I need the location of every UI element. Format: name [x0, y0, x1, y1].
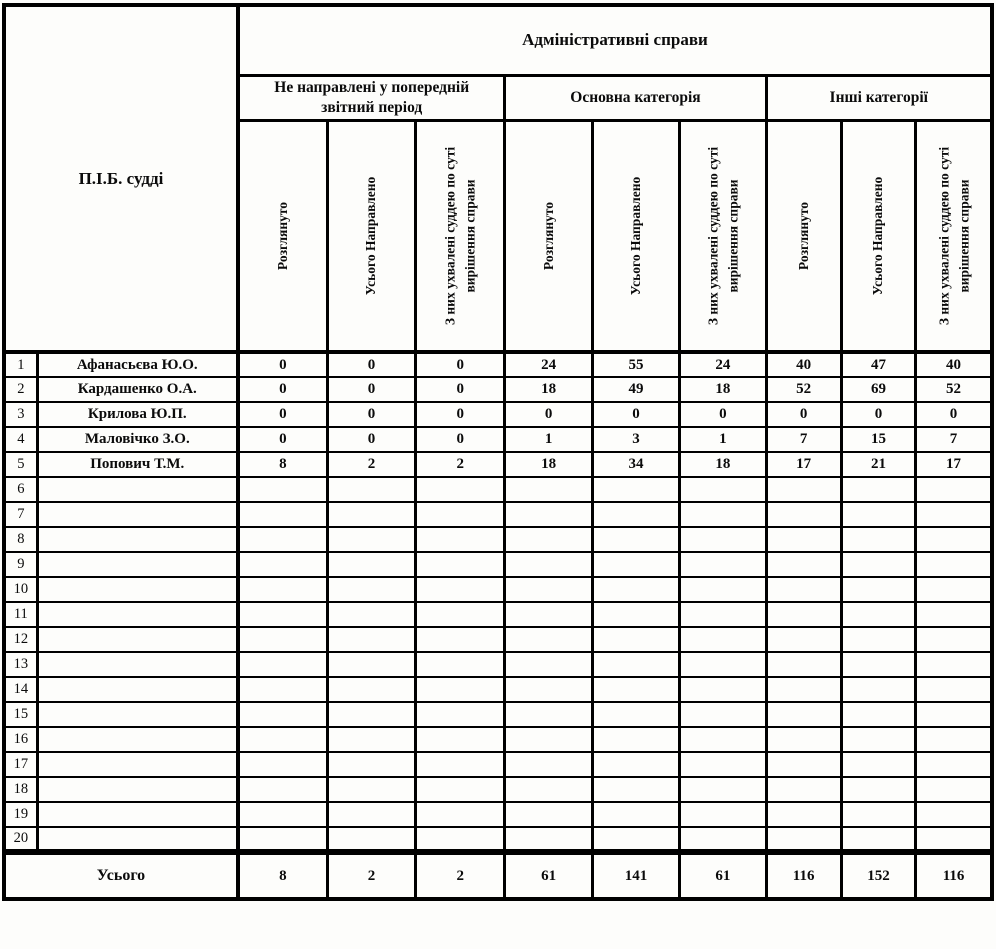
row-number: 18 — [4, 777, 37, 802]
table-cell: 0 — [505, 402, 592, 427]
row-number: 19 — [4, 802, 37, 827]
table-cell: 0 — [416, 352, 505, 377]
table-cell — [238, 627, 327, 652]
table-cell: 15 — [841, 427, 915, 452]
table-cell — [841, 652, 915, 677]
table-cell — [505, 627, 592, 652]
column-header-label: Розглянуто — [540, 201, 556, 270]
table-cell: 17 — [916, 452, 992, 477]
table-cell — [592, 827, 679, 852]
table-row — [4, 627, 992, 652]
table-cell: 18 — [505, 452, 592, 477]
table-cell — [680, 702, 766, 727]
table-cell: 47 — [841, 352, 915, 377]
column-header-rotated — [238, 120, 327, 352]
table-cell — [680, 527, 766, 552]
table-cell — [416, 777, 505, 802]
table-cell: 52 — [766, 377, 841, 402]
table-cell — [238, 702, 327, 727]
table-cell: 0 — [327, 377, 415, 402]
column-header-label: З них ухвалені суддею по суті вирішення справи — [442, 146, 478, 325]
table-cell — [327, 627, 415, 652]
table-cell: 18 — [505, 377, 592, 402]
table-cell — [592, 502, 679, 527]
table-cell — [680, 477, 766, 502]
table-cell — [680, 627, 766, 652]
judge-name — [37, 677, 238, 702]
column-header-label: Розглянуто — [275, 201, 291, 270]
table-cell: 17 — [766, 452, 841, 477]
table-cell: 7 — [916, 427, 992, 452]
table-cell — [841, 677, 915, 702]
table-cell — [416, 577, 505, 602]
table-title: Адміністративні справи — [238, 5, 992, 75]
row-number: 20 — [4, 827, 37, 852]
table-cell: 8 — [238, 452, 327, 477]
table-cell — [841, 477, 915, 502]
table-cell — [416, 677, 505, 702]
column-header-label: Розглянуто — [795, 201, 811, 270]
table-cell: 49 — [592, 377, 679, 402]
table-cell — [841, 552, 915, 577]
judge-name: Попович Т.М. — [37, 452, 238, 477]
table-cell: 40 — [916, 352, 992, 377]
column-header-rotated — [416, 120, 505, 352]
group-header-not-forwarded: Не направлені у попередній звітний період — [238, 75, 505, 120]
table-cell — [916, 827, 992, 852]
table-cell — [416, 477, 505, 502]
table-cell — [505, 702, 592, 727]
judge-name — [37, 627, 238, 652]
table-cell — [505, 577, 592, 602]
table-cell — [505, 652, 592, 677]
table-row — [4, 502, 992, 527]
table-cell — [916, 627, 992, 652]
table-row — [4, 652, 992, 677]
table-row — [4, 727, 992, 752]
table-cell: 0 — [766, 402, 841, 427]
table-cell: 0 — [592, 402, 679, 427]
table-cell: 0 — [416, 377, 505, 402]
table-cell: 1 — [505, 427, 592, 452]
table-cell: 7 — [766, 427, 841, 452]
table-cell — [680, 577, 766, 602]
judge-name: Крилова Ю.П. — [37, 402, 238, 427]
table-cell — [841, 502, 915, 527]
table-cell: 1 — [680, 427, 766, 452]
table-cell — [238, 577, 327, 602]
totals-row — [4, 852, 992, 899]
table-cell — [766, 677, 841, 702]
table-cell — [766, 552, 841, 577]
table-cell: 0 — [238, 377, 327, 402]
table-cell — [680, 602, 766, 627]
total-cell: 8 — [238, 852, 327, 899]
table-cell — [841, 827, 915, 852]
judge-name — [37, 727, 238, 752]
table-cell — [327, 577, 415, 602]
table-cell — [327, 777, 415, 802]
court-statistics-table — [2, 3, 994, 901]
table-cell — [505, 777, 592, 802]
table-cell — [841, 602, 915, 627]
group-header-main-category: Основна категорія — [505, 75, 766, 120]
table-cell — [505, 602, 592, 627]
total-cell: 116 — [766, 852, 841, 899]
row-number: 12 — [4, 627, 37, 652]
row-number: 7 — [4, 502, 37, 527]
table-cell — [505, 827, 592, 852]
table-cell — [238, 827, 327, 852]
table-cell — [592, 677, 679, 702]
table-cell — [238, 652, 327, 677]
table-cell — [327, 727, 415, 752]
table-cell — [766, 777, 841, 802]
table-cell — [238, 752, 327, 777]
table-cell — [680, 752, 766, 777]
judge-name — [37, 827, 238, 852]
judge-name — [37, 502, 238, 527]
table-row — [4, 477, 992, 502]
table-cell — [416, 802, 505, 827]
table-cell — [416, 527, 505, 552]
table-cell: 0 — [327, 427, 415, 452]
table-cell — [680, 652, 766, 677]
total-cell: 2 — [416, 852, 505, 899]
column-header-rotated — [916, 120, 992, 352]
judge-name: Кардашенко О.А. — [37, 377, 238, 402]
judge-name — [37, 527, 238, 552]
table-cell — [592, 727, 679, 752]
judge-name: Маловічко З.О. — [37, 427, 238, 452]
row-number: 3 — [4, 402, 37, 427]
title-row — [4, 5, 992, 75]
table-cell — [505, 477, 592, 502]
column-header-label: Усього Направлено — [363, 176, 379, 296]
table-cell — [592, 802, 679, 827]
table-cell — [238, 477, 327, 502]
table-cell — [680, 802, 766, 827]
table-row — [4, 677, 992, 702]
table-cell — [416, 552, 505, 577]
table-cell — [916, 702, 992, 727]
table-cell — [238, 602, 327, 627]
column-header-rotated — [680, 120, 766, 352]
table-cell — [680, 502, 766, 527]
table-cell — [916, 677, 992, 702]
table-cell — [592, 602, 679, 627]
table-cell: 24 — [505, 352, 592, 377]
table-cell — [916, 552, 992, 577]
table-row — [4, 527, 992, 552]
table-cell: 2 — [416, 452, 505, 477]
table-cell: 40 — [766, 352, 841, 377]
table-cell — [766, 577, 841, 602]
table-cell: 0 — [416, 427, 505, 452]
table-cell — [416, 652, 505, 677]
table-cell: 24 — [680, 352, 766, 377]
table-cell — [592, 652, 679, 677]
row-number: 5 — [4, 452, 37, 477]
pib-header: П.І.Б. судді — [4, 5, 238, 352]
table-cell — [766, 727, 841, 752]
table-cell — [916, 577, 992, 602]
judge-name — [37, 577, 238, 602]
table-cell: 0 — [680, 402, 766, 427]
table-cell: 0 — [327, 352, 415, 377]
table-cell — [416, 752, 505, 777]
judge-name — [37, 702, 238, 727]
table-cell: 34 — [592, 452, 679, 477]
table-row — [4, 827, 992, 852]
column-header-rotated — [327, 120, 415, 352]
row-number: 4 — [4, 427, 37, 452]
table-cell — [841, 777, 915, 802]
table-row — [4, 577, 992, 602]
row-number: 6 — [4, 477, 37, 502]
table-cell — [916, 502, 992, 527]
column-header-label: Усього Направлено — [870, 176, 886, 296]
table-cell — [238, 502, 327, 527]
row-number: 1 — [4, 352, 37, 377]
table-cell — [592, 627, 679, 652]
table-cell — [238, 802, 327, 827]
table-row — [4, 702, 992, 727]
table-cell: 0 — [238, 352, 327, 377]
row-number: 17 — [4, 752, 37, 777]
table-row — [4, 402, 992, 427]
row-number: 2 — [4, 377, 37, 402]
table-cell — [766, 627, 841, 652]
table-cell — [327, 502, 415, 527]
table-cell — [592, 777, 679, 802]
table-cell: 0 — [327, 402, 415, 427]
table-cell — [327, 802, 415, 827]
table-cell — [766, 702, 841, 727]
table-cell — [416, 602, 505, 627]
table-cell — [592, 752, 679, 777]
table-cell — [416, 702, 505, 727]
table-cell — [841, 802, 915, 827]
table-cell: 18 — [680, 452, 766, 477]
judge-name — [37, 752, 238, 777]
table-cell — [766, 802, 841, 827]
judge-name — [37, 552, 238, 577]
total-cell: 152 — [841, 852, 915, 899]
table-cell — [592, 552, 679, 577]
table-cell — [238, 777, 327, 802]
row-number: 16 — [4, 727, 37, 752]
table-cell — [841, 727, 915, 752]
table-cell: 69 — [841, 377, 915, 402]
table-cell — [505, 727, 592, 752]
row-number: 10 — [4, 577, 37, 602]
column-header-label: Усього Направлено — [628, 176, 644, 296]
column-header-rotated — [841, 120, 915, 352]
table-cell — [592, 702, 679, 727]
table-cell — [327, 702, 415, 727]
row-number: 13 — [4, 652, 37, 677]
table-cell — [238, 727, 327, 752]
judge-name — [37, 802, 238, 827]
table-cell — [592, 577, 679, 602]
table-cell — [505, 552, 592, 577]
table-cell — [592, 477, 679, 502]
table-row — [4, 777, 992, 802]
table-cell — [416, 727, 505, 752]
table-cell: 0 — [238, 427, 327, 452]
table-row — [4, 552, 992, 577]
table-cell — [841, 627, 915, 652]
table-cell — [327, 652, 415, 677]
judge-name: Афанасьєва Ю.О. — [37, 352, 238, 377]
table-cell: 0 — [416, 402, 505, 427]
judge-name — [37, 652, 238, 677]
row-number: 9 — [4, 552, 37, 577]
totals-label: Усього — [4, 852, 238, 899]
table-cell — [841, 527, 915, 552]
table-row — [4, 427, 992, 452]
table-cell — [505, 502, 592, 527]
table-cell — [327, 602, 415, 627]
table-cell — [327, 477, 415, 502]
judge-name — [37, 777, 238, 802]
total-cell: 61 — [505, 852, 592, 899]
judge-name — [37, 602, 238, 627]
table-cell — [327, 827, 415, 852]
table-cell — [766, 527, 841, 552]
table-cell — [766, 602, 841, 627]
table-cell — [505, 802, 592, 827]
total-cell: 61 — [680, 852, 766, 899]
table-row — [4, 802, 992, 827]
table-cell — [841, 752, 915, 777]
group-header-other-categories: Інші категорії — [766, 75, 992, 120]
table-cell — [680, 677, 766, 702]
row-number: 11 — [4, 602, 37, 627]
table-cell — [592, 527, 679, 552]
table-row — [4, 452, 992, 477]
table-cell — [680, 777, 766, 802]
row-number: 14 — [4, 677, 37, 702]
total-cell: 116 — [916, 852, 992, 899]
table-cell — [238, 527, 327, 552]
column-header-rotated — [766, 120, 841, 352]
table-cell: 18 — [680, 377, 766, 402]
table-cell — [416, 827, 505, 852]
table-cell — [841, 702, 915, 727]
table-cell: 0 — [916, 402, 992, 427]
table-row — [4, 352, 992, 377]
table-cell — [416, 627, 505, 652]
table-cell — [766, 502, 841, 527]
table-cell: 0 — [841, 402, 915, 427]
table-row — [4, 377, 992, 402]
row-number: 8 — [4, 527, 37, 552]
table-cell — [766, 477, 841, 502]
table-cell — [238, 677, 327, 702]
table-cell — [916, 527, 992, 552]
table-cell — [327, 677, 415, 702]
column-header-rotated — [505, 120, 592, 352]
table-cell — [916, 602, 992, 627]
column-header-label: З них ухвалені суддею по суті вирішення справи — [935, 146, 971, 325]
total-cell: 2 — [327, 852, 415, 899]
table-cell — [238, 552, 327, 577]
table-cell — [916, 727, 992, 752]
table-cell — [505, 752, 592, 777]
column-header-rotated — [592, 120, 679, 352]
table-cell — [766, 827, 841, 852]
table-cell — [680, 827, 766, 852]
table-cell — [327, 552, 415, 577]
table-cell: 21 — [841, 452, 915, 477]
table-cell — [327, 527, 415, 552]
table-cell — [680, 727, 766, 752]
table-cell: 52 — [916, 377, 992, 402]
table-cell — [416, 502, 505, 527]
judge-name — [37, 477, 238, 502]
table-cell — [916, 777, 992, 802]
table-cell — [916, 652, 992, 677]
table-cell — [327, 752, 415, 777]
table-cell: 0 — [238, 402, 327, 427]
table-cell: 2 — [327, 452, 415, 477]
table-cell — [916, 477, 992, 502]
table-cell — [505, 677, 592, 702]
table-cell: 55 — [592, 352, 679, 377]
table-cell — [680, 552, 766, 577]
total-cell: 141 — [592, 852, 679, 899]
row-number: 15 — [4, 702, 37, 727]
table-cell — [766, 752, 841, 777]
table-cell — [841, 577, 915, 602]
table-cell: 3 — [592, 427, 679, 452]
column-header-label: З них ухвалені суддею по суті вирішення справи — [705, 146, 740, 325]
table-cell — [766, 652, 841, 677]
table-row — [4, 602, 992, 627]
table-cell — [916, 802, 992, 827]
table-cell — [505, 527, 592, 552]
table-cell — [916, 752, 992, 777]
table-row — [4, 752, 992, 777]
